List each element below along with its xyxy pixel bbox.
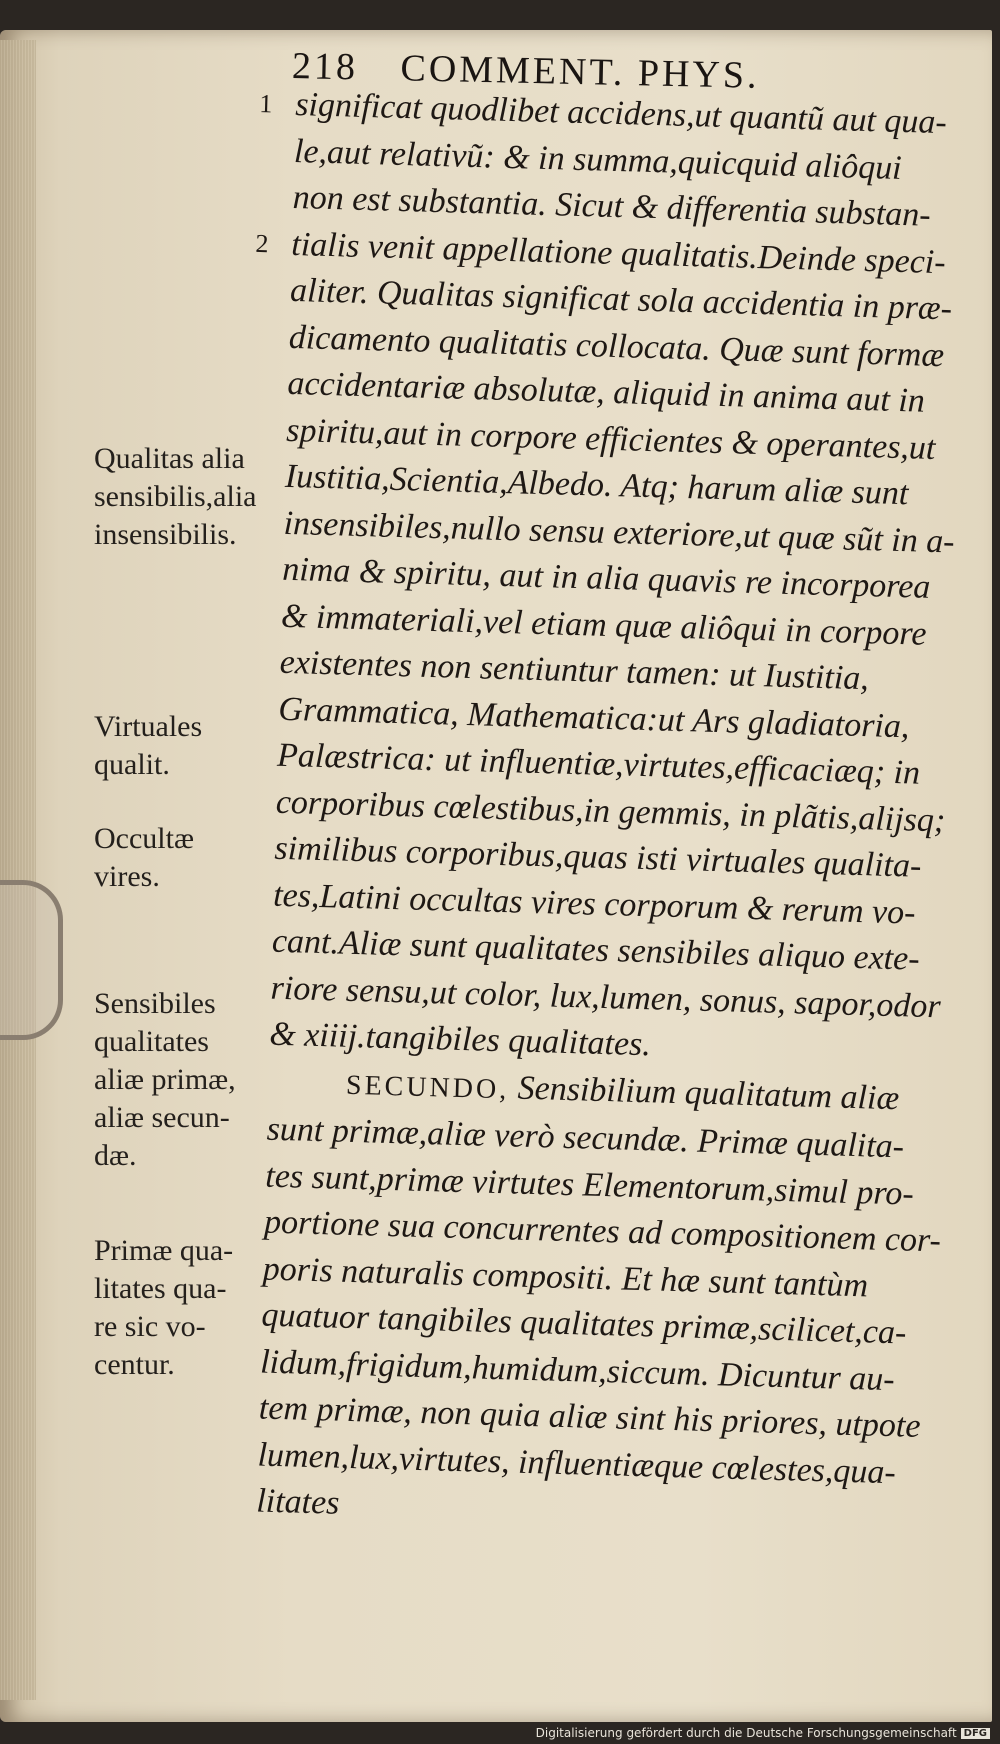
text-line-content: non est substantia. Sicut & differentia substan- [292,178,932,234]
text-line-content: nima & spiritu, aut in alia quavis re incorporea [281,550,931,606]
text-line-content: significat quodlibet accidens,ut quantũ aut qua- [294,85,948,142]
text-line-content: litates [255,1482,340,1522]
margin-note-line: qualitates [94,1025,209,1058]
margin-note [94,440,294,554]
line-marker-number: 2 [255,228,269,258]
text-line-content: tes,Latini occultas vires corporum & rerum vo- [272,876,917,932]
text-line-content: riore sensu,ut color, lux,lumen, sonus, sapor,odor [270,969,942,1025]
text-line-content: poris naturalis compositi. Et hæ sunt tantùm [262,1250,869,1304]
margin-note [94,820,294,896]
margin-note-line: Sensibiles [94,987,216,1020]
text-line-content: aliter. Qualitas significat sola accidentia in præ- [289,271,953,328]
text-line-content: Palæstrica: ut influentiæ,virtutes,efficaciæq; in [276,736,921,792]
section-lead: SECUNDO, [345,1069,510,1105]
text-line-content: tes sunt,primæ virtutes Elementorum,simul pro- [264,1157,915,1213]
margin-note-line: aliæ primæ, [94,1063,236,1096]
margin-note [94,985,294,1175]
page-number: 218 [291,45,359,89]
text-line-content: Iustitia,Scientia,Albedo. Atq; harum aliæ sunt [284,457,909,513]
footer-text: Digitalisierung gefördert durch die Deutsche Forschungsgemeinschaft [535,1726,957,1740]
text-line-content: quatuor tangibiles qualitates primæ,scilicet,ca- [261,1296,907,1352]
text-line-content: portione sua concurrentes ad compositionem cor- [263,1203,942,1260]
margin-note-line: vires. [94,860,160,893]
text-line-content: corporibus cœlestibus,in gemmis, in plãtis,alijsq; [275,783,946,839]
margin-note-line: centur. [94,1348,175,1381]
margin-note [94,1232,294,1384]
dfg-logo: DFG [961,1728,990,1739]
text-line-content: lumen,lux,virtutes, influentiæque cœlestes,qua- [257,1435,897,1491]
text-line-content: similibus corporibus,quas isti virtuales qualita- [274,829,922,885]
text-line-content: accidentariæ absolutæ, aliquid in anima aut in [287,364,926,420]
text-line-content: Grammatica, Mathematica:ut Ars gladiatoria, [277,690,910,745]
text-line-content: & xiiij.tangibiles qualitates. [268,1015,652,1064]
text-line-content: existentes non sentiuntur tamen: ut Iustitia, [279,643,870,698]
margin-note-line: re sic vo- [94,1310,206,1343]
text-line-content: spiritu,aut in corpore efficientes & operantes,ut [285,411,936,467]
margin-note-line: aliæ secun- [94,1101,230,1134]
line-marker-number: 1 [258,88,273,119]
footer [536,1726,990,1740]
margin-note-line: litates qua- [94,1272,227,1305]
text-line-content: insensibiles,nullo sensu exteriore,ut quæ sũt in a- [283,504,956,561]
book-clasp [0,880,63,1040]
text-line-content: tialis venit appellatione qualitatis.Deinde speci- [290,225,947,281]
text-line-content: cant.Aliæ sunt qualitates sensibiles aliquo exte- [271,922,921,978]
text-line-content: & immateriali,vel etiam quæ aliôqui in corpore [280,597,927,653]
margin-note [94,708,294,784]
margin-note-line: Virtuales [94,710,203,743]
margin-note-line: Occultæ [94,822,194,855]
text-line-content: dicamento qualitatis collocata. Quæ sunt formæ [288,318,945,374]
text-line-content: sunt primæ,aliæ verò secundæ. Primæ qualita- [266,1110,905,1166]
margin-note-line: dæ. [94,1139,137,1172]
running-title: COMMENT. PHYS. [400,47,760,97]
margin-note-line: Qualitas alia [94,442,245,475]
margin-note-line: sensibilis,alia [94,480,257,513]
main-text [256,82,986,1544]
margin-note-line: Primæ qua- [94,1234,234,1267]
text-line-content: lidum,frigidum,humidum,siccum. Dicuntur au- [259,1343,896,1398]
text-line-content: le,aut relativũ: & in summa,quicquid aliôqui [293,132,903,187]
margin-note-line: insensibilis. [94,518,237,551]
text-line-content: Sensibilium qualitatum aliæ [508,1068,900,1117]
page-edge [0,40,36,1700]
text-line-content: tem primæ, non quia aliæ sint his priores, utpote [258,1389,922,1445]
margin-note-line: qualit. [94,748,170,781]
